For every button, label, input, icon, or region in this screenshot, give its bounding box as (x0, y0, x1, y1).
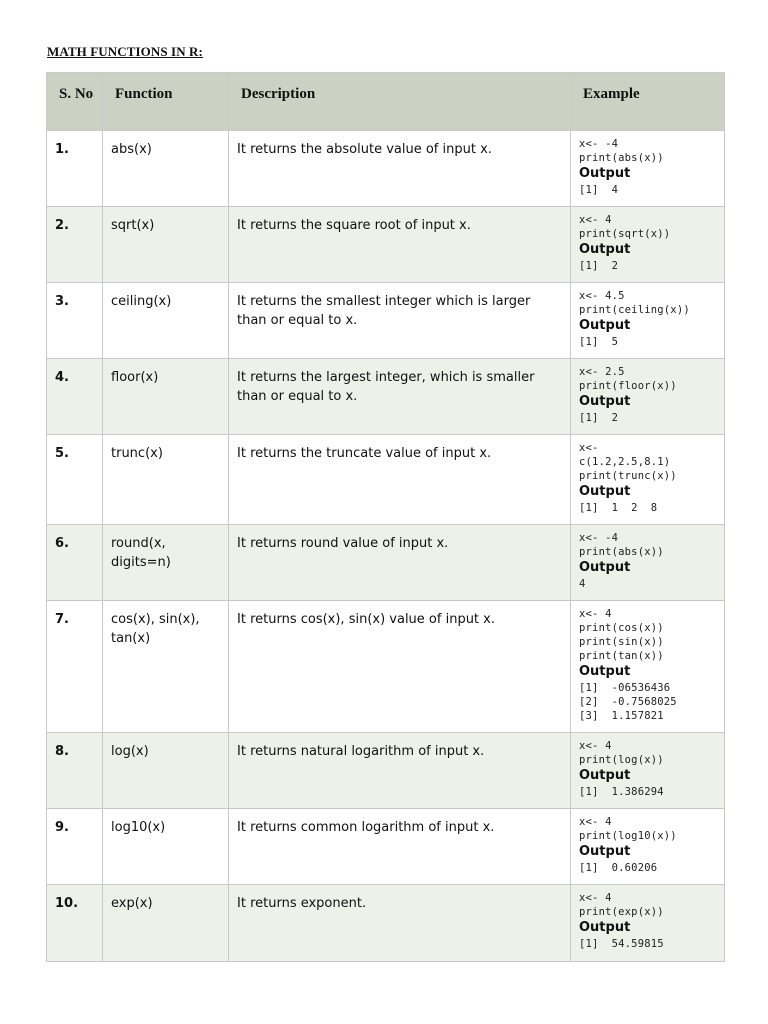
row-example (571, 131, 725, 207)
table-row (47, 435, 725, 525)
example-code: x<- -4 print(abs(x)) (579, 532, 664, 558)
table-row (47, 525, 725, 601)
row-sno: 9. (47, 809, 103, 885)
table-row (47, 809, 725, 885)
row-example (571, 435, 725, 525)
table-row (47, 283, 725, 359)
example-code: x<- 4 print(log(x)) (579, 740, 664, 766)
example-output: [1] 4 (579, 184, 619, 196)
example-code: x<- 4 print(exp(x)) (579, 892, 664, 918)
row-example (571, 809, 725, 885)
row-example (571, 207, 725, 283)
example-code: x<- 4 print(log10(x)) (579, 816, 677, 842)
table-header-row (47, 73, 725, 131)
row-function: abs(x) (103, 131, 229, 207)
row-sno: 4. (47, 359, 103, 435)
row-function: log(x) (103, 733, 229, 809)
row-function: log10(x) (103, 809, 229, 885)
row-description: It returns round value of input x. (229, 525, 571, 601)
row-sno: 5. (47, 435, 103, 525)
output-label: Output (579, 664, 631, 679)
example-code: x<- 4 print(sqrt(x)) (579, 214, 671, 240)
example-output: [1] 54.59815 (579, 938, 664, 950)
table-row (47, 359, 725, 435)
example-code: x<- 4 print(cos(x)) print(sin(x)) print(tan(x)) (579, 608, 664, 662)
row-function: trunc(x) (103, 435, 229, 525)
row-description: It returns the absolute value of input x. (229, 131, 571, 207)
row-function: ceiling(x) (103, 283, 229, 359)
row-function: floor(x) (103, 359, 229, 435)
example-output: [1] 2 (579, 260, 619, 272)
example-code: x<- -4 print(abs(x)) (579, 138, 664, 164)
example-output: [1] -06536436 [2] -0.7568025 [3] 1.157821 (579, 682, 677, 722)
output-label: Output (579, 560, 631, 575)
output-label: Output (579, 166, 631, 181)
table-row (47, 733, 725, 809)
row-description: It returns the smallest integer which is larger than or equal to x. (229, 283, 571, 359)
header-example: Example (571, 73, 725, 131)
output-label: Output (579, 318, 631, 333)
row-function: round(x, digits=n) (103, 525, 229, 601)
example-code: x<- 2.5 print(floor(x)) (579, 366, 677, 392)
output-label: Output (579, 844, 631, 859)
row-example (571, 601, 725, 733)
output-label: Output (579, 394, 631, 409)
row-description: It returns exponent. (229, 885, 571, 962)
table-row (47, 207, 725, 283)
row-function: exp(x) (103, 885, 229, 962)
example-output: 4 (579, 578, 586, 590)
output-label: Output (579, 768, 631, 783)
row-example (571, 283, 725, 359)
page-title: MATH FUNCTIONS IN R: (47, 44, 203, 59)
row-description: It returns the largest integer, which is smaller than or equal to x. (229, 359, 571, 435)
row-function: sqrt(x) (103, 207, 229, 283)
row-example (571, 885, 725, 962)
row-sno: 2. (47, 207, 103, 283)
table-row (47, 131, 725, 207)
table-row (47, 885, 725, 962)
example-code: x<- 4.5 print(ceiling(x)) (579, 290, 690, 316)
row-description: It returns natural logarithm of input x. (229, 733, 571, 809)
row-function: cos(x), sin(x), tan(x) (103, 601, 229, 733)
example-code: x<- c(1.2,2.5,8.1) print(trunc(x)) (579, 442, 677, 482)
example-output: [1] 2 (579, 412, 619, 424)
row-example (571, 733, 725, 809)
output-label: Output (579, 484, 631, 499)
row-sno: 7. (47, 601, 103, 733)
table-row (47, 601, 725, 733)
example-output: [1] 5 (579, 336, 619, 348)
row-description: It returns common logarithm of input x. (229, 809, 571, 885)
row-sno: 8. (47, 733, 103, 809)
row-description: It returns cos(x), sin(x) value of input x. (229, 601, 571, 733)
example-output: [1] 1 2 8 (579, 502, 658, 514)
row-description: It returns the truncate value of input x. (229, 435, 571, 525)
row-sno: 10. (47, 885, 103, 962)
math-functions-table (46, 72, 725, 962)
header-description: Description (229, 73, 571, 131)
row-sno: 3. (47, 283, 103, 359)
row-example (571, 525, 725, 601)
row-sno: 1. (47, 131, 103, 207)
header-function: Function (103, 73, 229, 131)
output-label: Output (579, 242, 631, 257)
output-label: Output (579, 920, 631, 935)
row-description: It returns the square root of input x. (229, 207, 571, 283)
row-sno: 6. (47, 525, 103, 601)
example-output: [1] 1.386294 (579, 786, 664, 798)
row-example (571, 359, 725, 435)
header-sno: S. No (47, 73, 103, 131)
example-output: [1] 0.60206 (579, 862, 658, 874)
